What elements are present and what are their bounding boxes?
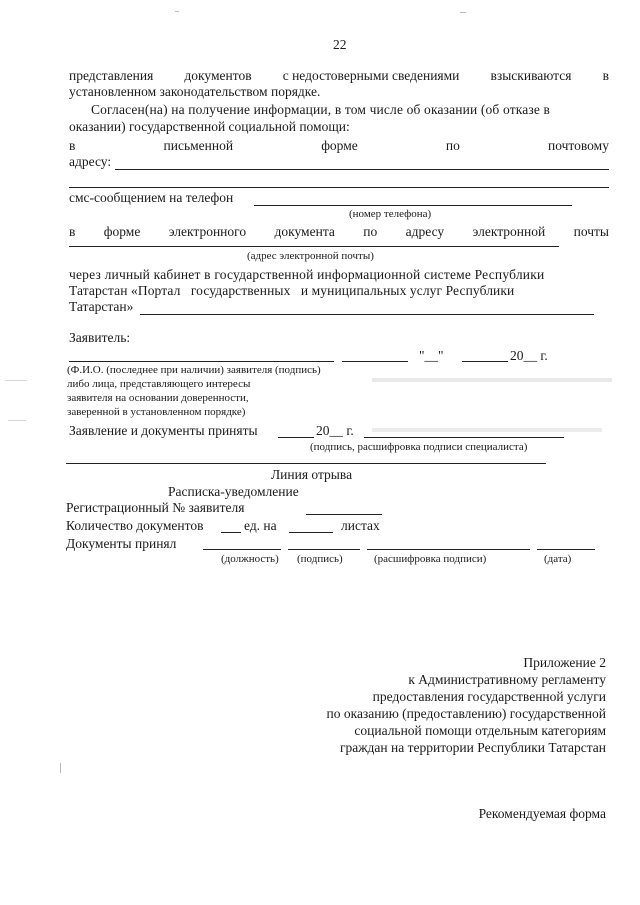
appendix-line-4: по оказанию (предоставлению) государственной (326, 706, 606, 721)
word: адресу (405, 224, 445, 239)
word: письменной (163, 138, 234, 153)
applicant-caption-1: (Ф.И.О. (последнее при наличии) заявителя (подпись) (67, 364, 321, 376)
word: представления (69, 68, 154, 83)
scan-speck (372, 378, 612, 382)
para1-line2: установленном законодательством порядке. (69, 84, 321, 99)
word: документа (274, 224, 335, 239)
count-label-3: листах (341, 518, 380, 533)
word: почты (573, 224, 609, 239)
appendix-line-1: Приложение 2 (523, 655, 606, 670)
applicant-sign-line (342, 361, 408, 362)
position-line (203, 549, 281, 550)
option-email-line1 (69, 224, 609, 240)
sheets-line (289, 532, 333, 533)
word: с недостоверными сведениями (282, 68, 460, 83)
applicant-caption-3: заявителя на основании доверенности, (67, 392, 249, 404)
applicant-date-day: "__" (419, 348, 444, 363)
receipt-title: Расписка-уведомление (168, 484, 299, 499)
word: электронного (168, 224, 247, 239)
applicant-name-line (69, 361, 334, 362)
email-line (69, 246, 559, 247)
count-label-1: Количество документов (66, 518, 204, 533)
caption-decoding: (расшифровка подписи) (374, 553, 487, 565)
para2-line1: Согласен(на) на получение информации, в том числе об оказании (об отказе в (91, 102, 551, 117)
accepted-by-label: Документы принял (66, 536, 177, 551)
mail-address-line (115, 169, 609, 170)
count-label-2: ед. на (244, 518, 277, 533)
accepted-sign-line (364, 437, 564, 438)
appendix-line-3: предоставления государственной услуги (372, 689, 606, 704)
word: форме (321, 138, 358, 153)
word: в (69, 138, 76, 153)
email-caption: (адрес электронной почты) (247, 250, 374, 262)
word: по (363, 224, 378, 239)
option-sms-label: смс-сообщением на телефон (69, 190, 234, 205)
tear-line-label: Линия отрыва (271, 467, 353, 482)
word: почтовому (548, 138, 609, 153)
option-mail-line1 (69, 138, 609, 154)
scan-speck (5, 380, 27, 381)
para1-line1 (69, 68, 609, 84)
date-line (537, 549, 595, 550)
mail-address-line-2 (69, 187, 609, 188)
recommended-form-note: Рекомендуемая форма (478, 806, 606, 821)
option-portal-line3: Татарстан» (69, 299, 134, 314)
portal-line (140, 314, 594, 315)
scan-speck (8, 420, 26, 421)
caption-date: (дата) (544, 553, 572, 565)
applicant-label: Заявитель: (69, 330, 131, 345)
tear-line-rule (66, 463, 546, 464)
scan-speck (60, 763, 61, 773)
phone-line (254, 205, 572, 206)
option-mail-address-label: адресу: (69, 154, 112, 169)
caption-signature: (подпись) (297, 553, 343, 565)
word: взыскиваются (490, 68, 572, 83)
accepted-day-line (278, 437, 314, 438)
accepted-label: Заявление и документы приняты (69, 423, 258, 438)
scan-speck (372, 428, 602, 432)
word: документов (184, 68, 252, 83)
appendix-line-6: граждан на территории Республики Татарстан (339, 740, 606, 755)
word: в (69, 224, 76, 239)
appendix-line-2: к Административному регламенту (408, 672, 606, 687)
applicant-caption-2: либо лица, представляющего интересы (67, 378, 251, 390)
word: в (602, 68, 609, 83)
applicant-date-year: 20__ г. (510, 348, 548, 363)
count-line (221, 532, 241, 533)
option-portal-line1: через личный кабинет в государственной информационной системе Республики (69, 267, 545, 282)
reg-number-label: Регистрационный № заявителя (66, 500, 245, 515)
accepted-year: 20__ г. (316, 423, 354, 438)
word: электронной (472, 224, 546, 239)
appendix-line-5: социальной помощи отдельным категориям (354, 723, 606, 738)
applicant-month-line (462, 361, 508, 362)
applicant-caption-4: заверенной в установленном порядке) (67, 406, 246, 418)
accepted-caption: (подпись, расшифровка подписи специалиста) (310, 441, 528, 453)
decoding-line (367, 549, 530, 550)
word: форме (103, 224, 141, 239)
option-portal-line2: Татарстан «Портал государственных и муниципальных услуг Республики (69, 283, 515, 298)
caption-position: (должность) (221, 553, 279, 565)
phone-caption: (номер телефона) (349, 208, 432, 220)
word: по (445, 138, 460, 153)
page-number: 22 (333, 37, 347, 52)
reg-number-line (306, 514, 382, 515)
para2-line2: оказании) государственной социальной помощи: (69, 119, 350, 134)
scan-speck (175, 11, 179, 12)
signature-line (288, 549, 360, 550)
scan-speck (460, 12, 466, 13)
